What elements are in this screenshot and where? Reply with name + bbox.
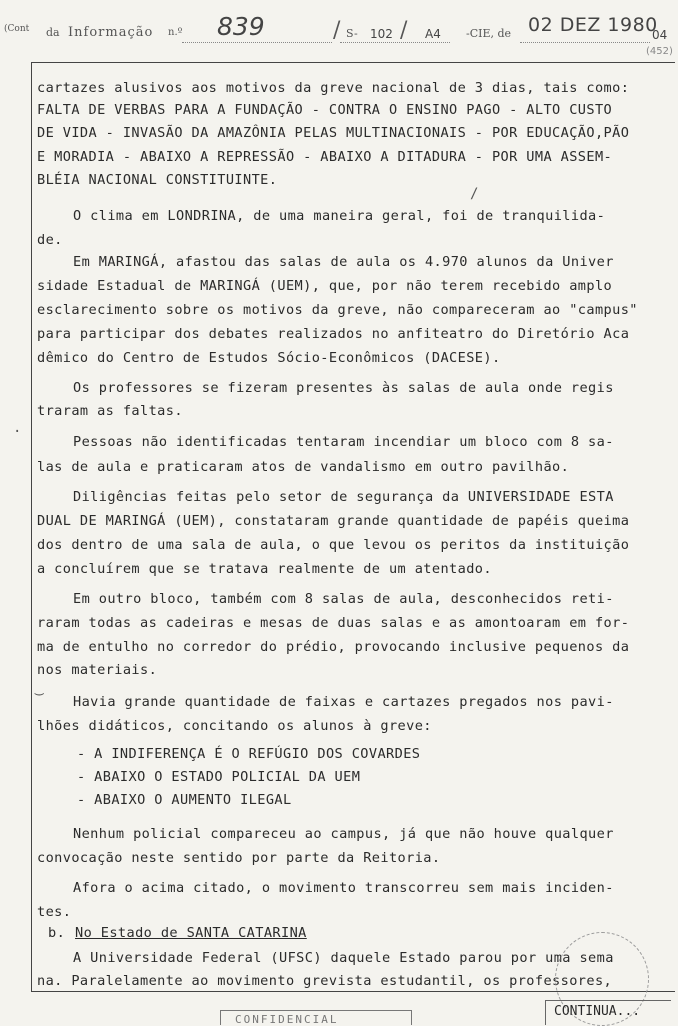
text-line: cartazes alusivos aos motivos da greve nacional de 3 dias, tais como: (37, 80, 630, 96)
margin-mark: / (470, 186, 479, 202)
text-line: ma de entulho no corredor do prédio, provocando inclusive pequenos da (37, 639, 630, 655)
text-line: sidade Estadual de MARINGÁ (UEM), que, por não terem recebido amplo (37, 278, 613, 294)
header-n-label: n.º (168, 27, 183, 38)
header-number: 839 (217, 12, 265, 41)
section-heading: No Estado de SANTA CATARINA (75, 925, 307, 941)
text-line: A Universidade Federal (UFSC) daquele Estado parou por uma sema (73, 950, 614, 966)
text-line: a concluírem que se tratava realmente de um atentado. (37, 561, 492, 577)
header-page-stamp: (452) (646, 46, 673, 57)
text-line: esclarecimento sobre os motivos da greve, não compareceram ao "campus" (37, 302, 638, 318)
text-line: Afora o acima citado, o movimento transcorreu sem mais inciden- (73, 880, 614, 896)
text-line: DUAL DE MARINGÁ (UEM), constataram grande quantidade de papéis queima (37, 513, 630, 529)
text-line: de. (37, 232, 63, 248)
text-line: O clima em LONDRINA, de uma maneira geral, foi de tranquilida- (73, 208, 606, 224)
continua-label: CONTINUA... (554, 1004, 641, 1019)
header-prefix: (Cont (4, 24, 30, 34)
text-line: lhões didáticos, concitando os alunos à greve: (37, 718, 432, 734)
text-line: para participar dos debates realizados no anfiteatro do Diretório Aca (37, 326, 630, 342)
text-line: Em outro bloco, também com 8 salas de aula, desconhecidos reti- (73, 591, 614, 607)
header-informacao: Informação (68, 25, 154, 40)
classification-label: CONFIDENCIAL (235, 1013, 339, 1026)
header-s-label: S- (346, 27, 358, 40)
document-header: (Cont da Informação n.º 839 / S- 102 / A4 -CIE, de 02 DEZ 1980 04 (452) (4, 12, 673, 57)
text-line: tes. (37, 904, 72, 920)
continua-box (545, 1000, 671, 1025)
header-s-value: 102 (370, 27, 393, 41)
text-line: Diligências feitas pelo setor de segurança da UNIVERSIDADE ESTA (73, 489, 614, 505)
header-a-value: A4 (425, 27, 441, 41)
text-line: E MORADIA - ABAIXO A REPRESSÃO - ABAIXO A DITADURA - POR UMA ASSEM- (37, 149, 613, 165)
slogan-item: - ABAIXO O ESTADO POLICIAL DA UEM (77, 769, 361, 785)
text-line: dêmico do Centro de Estudos Sócio-Econômicos (DACESE). (37, 350, 501, 366)
text-line: nos materiais. (37, 662, 158, 678)
text-line: Em MARINGÁ, afastou das salas de aula os 4.970 alunos da Univer (73, 254, 614, 270)
text-line: dos dentro de uma sala de aula, o que levou os peritos da instituição (37, 537, 630, 553)
text-line: Os professores se fizeram presentes às salas de aula onde regis (73, 380, 614, 396)
header-page-number: 04 (652, 28, 668, 42)
header-date: 02 DEZ 1980 (528, 14, 658, 36)
text-line: na. Paralelamente ao movimento grevista estudantil, os professores, (37, 973, 613, 989)
margin-mark: . (13, 420, 22, 436)
text-line: DE VIDA - INVASÃO DA AMAZÔNIA PELAS MULTINACIONAIS - POR EDUCAÇÃO,PÃO (37, 125, 630, 141)
text-line: las de aula e praticaram atos de vandalismo em outro pavilhão. (37, 459, 570, 475)
classification-box (220, 1010, 412, 1025)
text-line: FALTA DE VERBAS PARA A FUNDAÇÃO - CONTRA O ENSINO PAGO - ALTO CUSTO (37, 102, 613, 118)
header-da: da (46, 26, 60, 39)
text-line: convocação neste sentido por parte da Reitoria. (37, 850, 441, 866)
header-cie-label: -CIE, de (466, 27, 512, 40)
slogan-item: - A INDIFERENÇA É O REFÚGIO DOS COVARDES (77, 746, 421, 762)
text-line: raram todas as cadeiras e mesas de duas salas e as amontoaram em for- (37, 615, 630, 631)
text-line: BLÉIA NACIONAL CONSTITUINTE. (37, 172, 278, 188)
slogan-item: - ABAIXO O AUMENTO ILEGAL (77, 792, 292, 808)
text-line: traram as faltas. (37, 403, 183, 419)
section-letter: b. (48, 925, 66, 941)
text-line: Nenhum policial compareceu ao campus, já que não houve qualquer (73, 826, 614, 842)
text-line: Pessoas não identificadas tentaram incendiar um bloco com 8 sa- (73, 434, 614, 450)
text-line: Havia grande quantidade de faixas e cartazes pregados nos pavi- (73, 694, 614, 710)
margin-mark: ‿ (35, 680, 44, 696)
